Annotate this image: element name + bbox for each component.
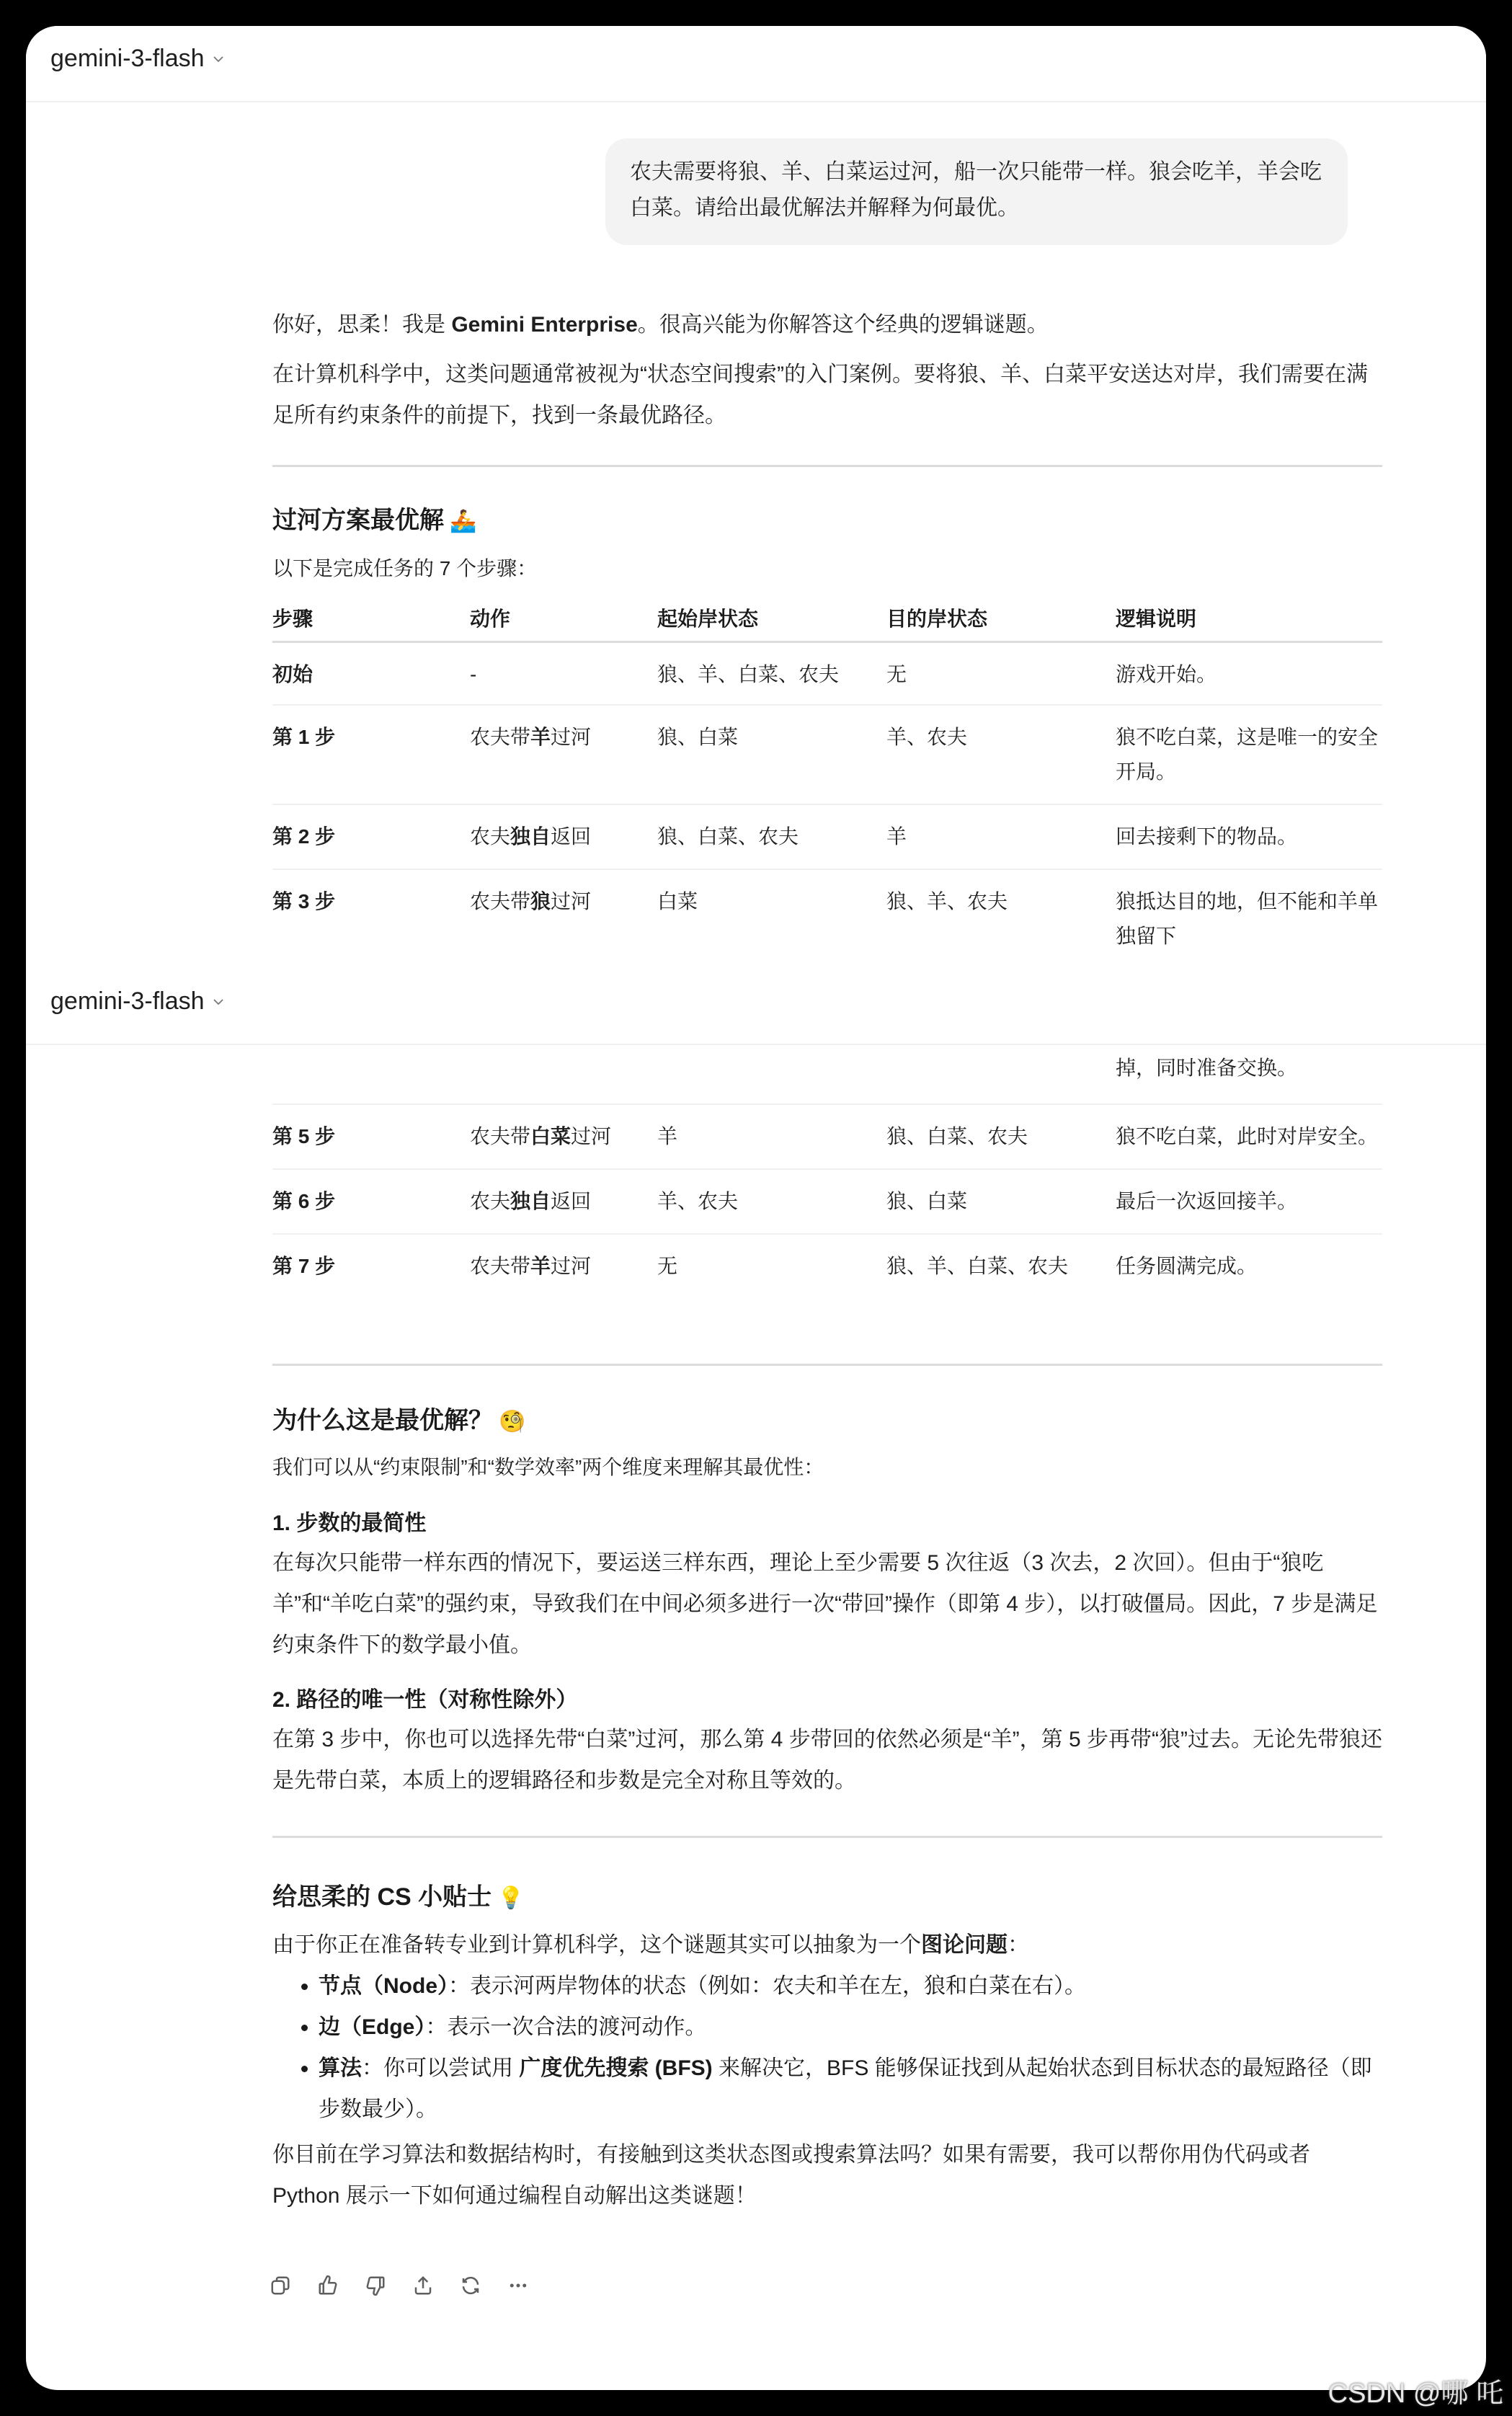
model-name: gemini-3-flash [50,45,205,72]
column-header: 起始岸状态 [657,595,886,642]
user-message-bubble: 农夫需要将狼、羊、白菜运过河，船一次只能带一样。狼会吃羊，羊会吃白菜。请给出最优解法并解释为何最优。 [605,138,1348,245]
steps-table-continued [272,1045,1382,1299]
table-row: 第 5 步 农夫带白菜过河 羊 狼、白菜、农夫 狼不吃白菜，此时对岸安全。 [272,1104,1382,1169]
assistant-response-bottom [272,1045,1382,2216]
chevron-down-icon [212,53,225,66]
rowboat-icon: 🚣 [450,510,477,533]
list-item: • 边（Edge）：表示一次合法的渡河动作。 [319,2007,1382,2048]
column-header: 步骤 [272,595,470,642]
section-title-tips: 给思柔的 CS 小贴士 💡 [272,1883,525,1911]
column-header: 逻辑说明 [1116,595,1382,642]
top-bar [26,26,1486,102]
greeting: 你好，思柔！我是 Gemini Enterprise。很高兴能为你解答这个经典的逻辑谜题。 [272,313,1049,337]
table-row: 初始 - 狼、羊、白菜、农夫 无 游戏开始。 [272,642,1382,705]
section-lead: 以下是完成任务的 7 个步骤： [272,557,538,579]
assistant-response-top [272,304,1382,954]
point-body: 在第 3 步中，你也可以选择先带“白菜”过河，那么第 4 步带回的依然必须是“羊”，第 5 步再带“狼”过去。无论先带狼还是先带白菜，本质上的逻辑路径和步数是完全对称且等效的。 [272,1728,1383,1793]
list-item: • 节点（Node）：表示河两岸物体的状态（例如：农夫和羊在左，狼和白菜在右）。 [319,1966,1382,2007]
copy-icon[interactable] [270,2275,291,2296]
thumbs-down-icon[interactable] [365,2275,386,2296]
chevron-down-icon [212,995,225,1008]
thumbs-up-icon[interactable] [317,2275,339,2296]
table-row: 第 6 步 农夫独自返回 羊、农夫 狼、白菜 最后一次返回接羊。 [272,1169,1382,1234]
steps-table [272,595,1382,954]
section-title-solution: 过河方案最优解 🚣 [272,507,477,534]
table-header-row [272,595,1382,642]
list-item: • 算法：你可以尝试用 广度优先搜索 (BFS) 来解决它，BFS 能够保证找到从起始状态到目标状态的最短路径（即步数最少）。 [319,2048,1382,2130]
section-title-why: 为什么这是最优解？ 🧐 [272,1407,526,1434]
table-row: 掉，同时准备交换。 [272,1045,1382,1104]
watermark: CSDN @哪 吒 [1328,2379,1503,2409]
point-body: 在每次只能带一样东西的情况下，要运送三样东西，理论上至少需要 5 次往返（3 次去，2 次回）。但由于“狼吃羊”和“羊吃白菜”的强约束，导致我们在中间必须多进行一次“带回”操作（即第 4 步），以打破僵局。因此，7 步是满足约束条件下的数学最小值。 [272,1551,1378,1657]
column-header: 目的岸状态 [886,595,1116,642]
divider [272,1836,1382,1838]
more-icon[interactable] [507,2275,529,2296]
light-bulb-icon: 💡 [497,1886,525,1910]
section-lead: 由于你正在准备转专业到计算机科学，这个谜题其实可以抽象为一个图论问题： [272,1933,1029,1957]
closing-paragraph: 你目前在学习算法和数据结构时，有接触到这类状态图或搜索算法吗？如果有需要，我可以帮你用伪代码或者 Python 展示一下如何通过编程自动解出这类谜题！ [272,2143,1310,2208]
divider [272,465,1382,467]
model-selector[interactable] [50,45,225,73]
chat-window [26,26,1486,2390]
share-icon[interactable] [412,2275,434,2296]
regenerate-icon[interactable] [460,2275,481,2296]
point-title: 2. 路径的唯一性（对称性除外） [272,1688,578,1712]
section-lead: 我们可以从“约束限制”和“数学效率”两个维度来理解其最优性： [272,1456,824,1478]
intro-paragraph: 在计算机科学中，这类问题通常被视为“状态空间搜索”的入门案例。要将狼、羊、白菜平安送达对岸，我们需要在满足所有约束条件的前提下，找到一条最优路径。 [272,363,1368,427]
monocle-face-icon: 🧐 [499,1410,526,1434]
table-row: 第 3 步 农夫带狼过河 白菜 狼、羊、农夫 狼抵达目的地，但不能和羊单独留下 [272,889,1379,947]
model-selector[interactable] [50,987,225,1016]
table-row: 第 2 步 农夫独自返回 狼、白菜、农夫 羊 回去接剩下的物品。 [272,804,1382,869]
tips-list [272,1966,1382,2130]
message-actions [270,2275,529,2296]
top-bar-repeat [26,969,1486,1045]
table-row: 第 7 步 农夫带羊过河 无 狼、羊、白菜、农夫 任务圆满完成。 [272,1255,1258,1277]
model-name: gemini-3-flash [50,987,205,1015]
divider [272,1364,1382,1366]
table-row: 第 1 步 农夫带羊过河 狼、白菜 羊、农夫 狼不吃白菜，这是唯一的安全开局。 [272,705,1382,804]
column-header: 动作 [470,595,657,642]
point-title: 1. 步数的最简性 [272,1511,427,1535]
